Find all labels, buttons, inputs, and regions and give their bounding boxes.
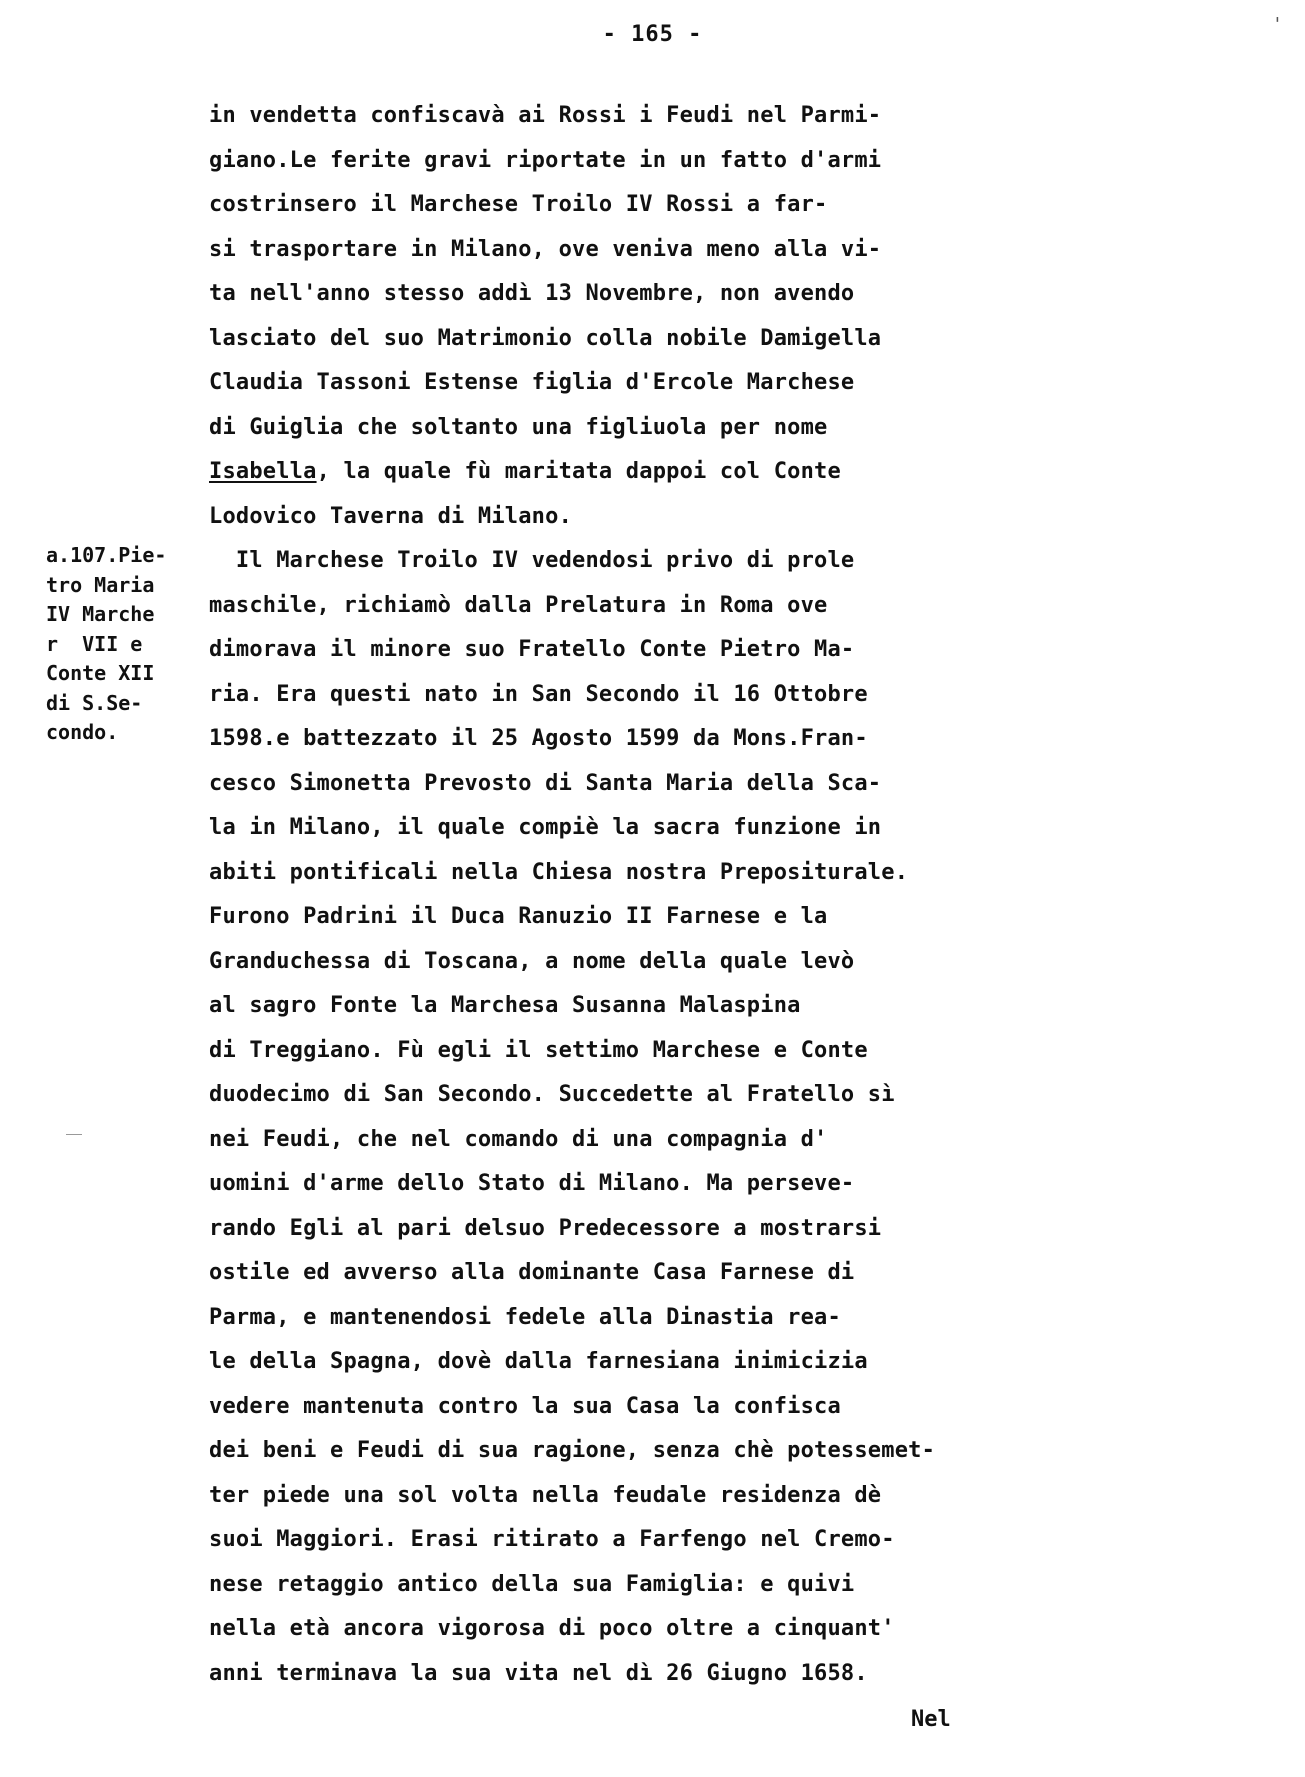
text-line: Isabella, la quale fù maritata dappoi col Conte [209,459,841,484]
text-line: le della Spagna, dovè dalla farnesiana inimicizia [209,1349,868,1374]
text-line: si trasportare in Milano, ove veniva meno alla vi- [209,236,882,262]
text-line: maschile, richiamò dalla Prelatura in Roma ove [209,592,828,618]
text-line: vedere mantenuta contro la sua Casa la confisca [209,1393,841,1419]
text-line: dimorava il minore suo Fratello Conte Pietro Ma- [209,637,855,662]
text-line: nei Feudi, che nel comando di una compagnia d' [209,1126,828,1152]
page-number: - 165 - [602,22,703,47]
text-line: rando Egli al pari delsuo Predecessore a mostrarsi [209,1215,882,1241]
margin-note-line: r VII e [46,631,143,656]
catchword: Nel [911,1707,951,1732]
text-line: dei beni e Feudi di sua ragione, senza chè potessemet- [209,1438,936,1463]
margin-note-line: IV Marche [46,602,155,626]
text-line: Lodovico Taverna di Milano. [209,503,573,529]
text-line: nella età ancora vigorosa di poco oltre a cinquant' [209,1616,895,1641]
text-line: al sagro Fonte la Marchesa Susanna Malaspina [209,993,801,1018]
text-line: di Treggiano. Fù egli il settimo Marchese e Conte [209,1037,868,1063]
text-line: ria. Era questi nato in San Secondo il 16 Ottobre [209,681,868,707]
margin-note-line: Conte XII [46,661,155,685]
scan-mark: ' [1272,14,1283,35]
text-line: ostile ed avverso alla dominante Casa Farnese di [209,1260,855,1285]
text-line: nese retaggio antico della sua Famiglia: e quivi [209,1571,855,1597]
body-text [209,94,1299,1696]
margin-note-line: a.107.Pie- [46,543,167,567]
text-line: Il Marchese Troilo IV vedendosi privo di prole [209,548,855,573]
text-line: la in Milano, il quale compiè la sacra funzione in [209,815,882,840]
text-line: costrinsero il Marchese Troilo IV Rossi a far- [209,192,828,217]
text-line: in vendetta confiscavà ai Rossi i Feudi nel Parmi- [209,103,882,128]
text-line: suoi Maggiori. Erasi ritirato a Farfengo nel Cremo- [209,1527,895,1552]
text-line: Claudia Tassoni Estense figlia d'Ercole Marchese [209,370,855,395]
text-line: duodecimo di San Secondo. Succedette al Fratello sì [209,1082,895,1107]
text-line: cesco Simonetta Prevosto di Santa Maria della Sca- [209,770,882,796]
margin-note [46,541,216,748]
text-line: Granduchessa di Toscana, a nome della quale levò [209,948,855,974]
text-line: abiti pontificali nella Chiesa nostra Prepositurale. [209,859,909,885]
text-line: Parma, e mantenendosi fedele alla Dinastia rea- [209,1304,841,1330]
text-line: Furono Padrini il Duca Ranuzio II Farnese e la [209,904,828,929]
text-line: giano.Le ferite gravi riportate in un fatto d'armi [209,147,882,173]
text-line: lasciato del suo Matrimonio colla nobile Damigella [209,325,882,351]
scan-dash-mark [66,1134,82,1135]
margin-note-line: di S.Se- [46,690,143,715]
text-line: ta nell'anno stesso addì 13 Novembre, non avendo [209,281,855,306]
text-line: 1598.e battezzato il 25 Agosto 1599 da Mons.Fran- [209,726,868,751]
text-line: di Guiglia che soltanto una figliuola per nome [209,414,828,440]
text-line: uomini d'arme dello Stato di Milano. Ma perseve- [209,1171,855,1196]
text-line: ter piede una sol volta nella feudale residenza dè [209,1482,882,1508]
underlined-name: Isabella [209,459,317,484]
text-line: anni terminava la sua vita nel dì 26 Giugno 1658. [209,1660,868,1686]
margin-note-line: tro Maria [46,572,155,597]
margin-note-line: condo. [46,720,119,744]
